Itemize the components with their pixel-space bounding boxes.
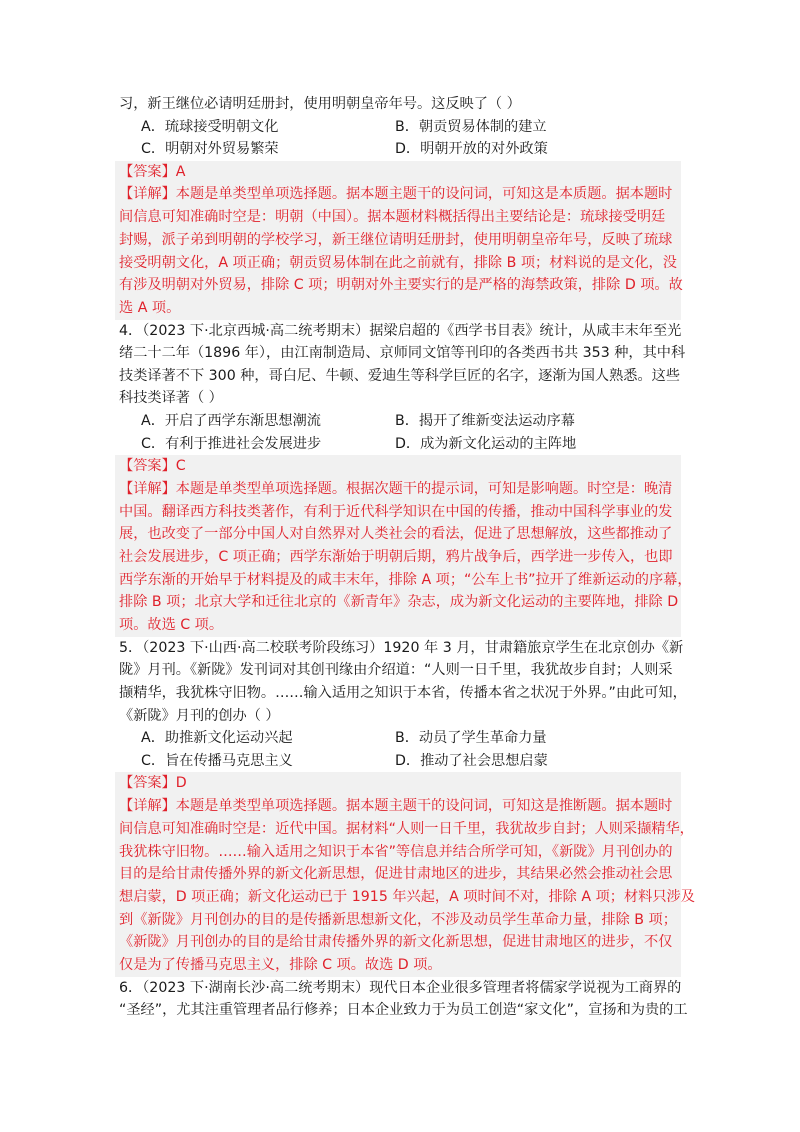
question-stem-line: 撷精华，我犹株守旧物。……输入适用之知识于本省，传播本省之状况于外界。”由此可知， (119, 685, 687, 702)
answer-options (141, 410, 681, 455)
explanation-line: 接受明朝文化，A 项正确；朝贡贸易体制在此之前就有，排除 B 项；材料说的是文化，没 (119, 254, 677, 271)
explanation-line: 选 A 项。 (119, 300, 181, 316)
explanation-line: 中国。翻译西方科技类著作，有利于近代科学知识在中国的传播，推动中国科学事业的发 (119, 503, 673, 520)
question-stem-line: 5．（2023 下·山西·高二校联考阶段练习）1920 年 3 月，甘肃籍旅京学生在北京创办《新 (119, 639, 684, 656)
option-d: D．成为新文化运动的主阵地 (395, 435, 577, 452)
option-a: A．琉球接受明朝文化 (141, 118, 279, 135)
question-stem-line: 4．（2023 下·北京西城·高二统考期末）据梁启超的《西学书目表》统计，从咸丰末年至光 (119, 322, 682, 339)
answer-label: 【答案】D (119, 775, 187, 792)
explanation-line: 社会发展进步，C 项正确；西学东渐始于明朝后期，鸦片战争后，西学进一步传入，也即 (119, 549, 673, 566)
answer-label: 【答案】A (119, 163, 186, 180)
option-b: B．揭开了维新变法运动序幕 (395, 413, 575, 430)
option-d: D．明朝开放的对外政策 (395, 141, 548, 158)
question-stem-line: 习，新王继位必请明廷册封，使用明朝皇帝年号。这反映了（ ） (119, 96, 521, 112)
explanation-line: 【详解】本题是单类型单项选择题。据本题主题干的设问词，可知这是本质题。据本题时 (119, 186, 673, 203)
question-stem-line: 6．（2023 下·湖南长沙·高二统考期末）现代日本企业很多管理者将儒家学说视为工商界的 (119, 979, 682, 996)
explanation-line: 我犹株守旧物。……输入适用之知识于本省”等信息并结合所学可知，《新陇》月刊创办的 (119, 843, 673, 860)
answer-options (141, 116, 681, 161)
question-stem-line: 技类译著不下 300 种，哥白尼、牛顿、爱迪生等科学巨匠的名字，逐渐为国人熟悉。这些 (119, 367, 681, 384)
explanation-line: 《新陇》月刊创办的目的是给甘肃传播外界的新文化新思想，促进甘肃地区的进步，不仅 (119, 934, 673, 951)
question-4 (119, 320, 692, 637)
option-a: A．开启了西学东渐思想潮流 (141, 413, 321, 430)
explanation-line: 【详解】本题是单类型单项选择题。据本题主题干的设问词，可知这是推断题。据本题时 (119, 798, 673, 815)
explanation-line: 项。故选 C 项。 (119, 617, 224, 634)
option-d: D．推动了社会思想启蒙 (395, 752, 548, 769)
explanation-line: 目的是给甘肃传播外界的新文化新思想，促进甘肃地区的进步，其结果必然会推动社会思 (119, 866, 673, 883)
option-c: C．旨在传播马克思主义 (141, 752, 293, 769)
question-content (119, 93, 695, 1022)
question-stem-line: 科技类译著（ ） (119, 390, 223, 407)
answer-block (115, 161, 681, 320)
question-stem-line: “圣经”，尤其注重管理者品行修养；日本企业致力于为员工创造“家文化”，宣扬和为贵的工 (119, 1002, 688, 1019)
explanation-line: 封赐，派子弟到明朝的学校学习，新王继位请明廷册封，使用明朝皇帝年号，反映了琉球 (119, 231, 673, 248)
answer-block (115, 455, 692, 637)
explanation-line: 西学东渐的开始早于材料提及的咸丰末年，排除 A 项；“公车上书”拉开了维新运动的序幕， (119, 571, 692, 588)
explanation-line: 【详解】本题是单类型单项选择题。根据次题干的提示词，可知是影响题。时空是：晚清 (119, 480, 673, 497)
explanation-line: 仅是为了传播马克思主义，排除 C 项。故选 D 项。 (119, 957, 442, 974)
question-stem-line: 绪二十二年（1896 年），由江南制造局、京师同文馆等刊印的各类西书共 353 种，其中科 (119, 345, 686, 362)
explanation-line: 展，也改变了一部分中国人对自然界对人类社会的看法，促进了思想解放，这些都推动了 (119, 526, 673, 543)
question-6 (119, 977, 688, 1022)
option-c: C．明朝对外贸易繁荣 (141, 141, 279, 158)
explanation-line: 间信息可知准确时空是：明朝（中国）。据本题材料概括得出主要结论是：琉球接受明廷 (119, 209, 666, 226)
option-a: A．助推新文化运动兴起 (141, 730, 293, 747)
answer-label: 【答案】C (119, 458, 186, 475)
option-b: B．朝贡贸易体制的建立 (395, 118, 547, 135)
explanation-line: 有涉及明朝对外贸易，排除 C 项；明朝对外主要实行的是严格的海禁政策，排除 D 项。故 (119, 277, 683, 294)
question-stem-line: 《新陇》月刊的创办（ ） (119, 707, 280, 724)
answer-options (141, 727, 681, 772)
answer-block (115, 772, 695, 976)
option-c: C．有利于推进社会发展进步 (141, 435, 322, 452)
question-3 (119, 93, 681, 320)
question-5 (119, 637, 695, 977)
question-stem-line: 陇》月刊。《新陇》发刊词对其创刊缘由介绍道：“人则一日千里，我犹故步自封；人则采 (119, 662, 673, 679)
option-b: B．动员了学生革命力量 (395, 730, 547, 747)
explanation-line: 间信息可知准确时空是：近代中国。据材料“人则一日千里，我犹故步自封；人则采撷精华， (119, 820, 694, 837)
explanation-line: 到《新陇》月刊创办的目的是传播新思想新文化，不涉及动员学生革命力量，排除 B 项； (119, 911, 677, 928)
explanation-line: 想启蒙，D 项正确；新文化运动已于 1915 年兴起，A 项时间不对，排除 A 项；材料只涉及 (119, 888, 695, 905)
explanation-line: 排除 B 项；北京大学和迁往北京的《新青年》杂志，成为新文化运动的主要阵地，排除 D (119, 594, 679, 611)
